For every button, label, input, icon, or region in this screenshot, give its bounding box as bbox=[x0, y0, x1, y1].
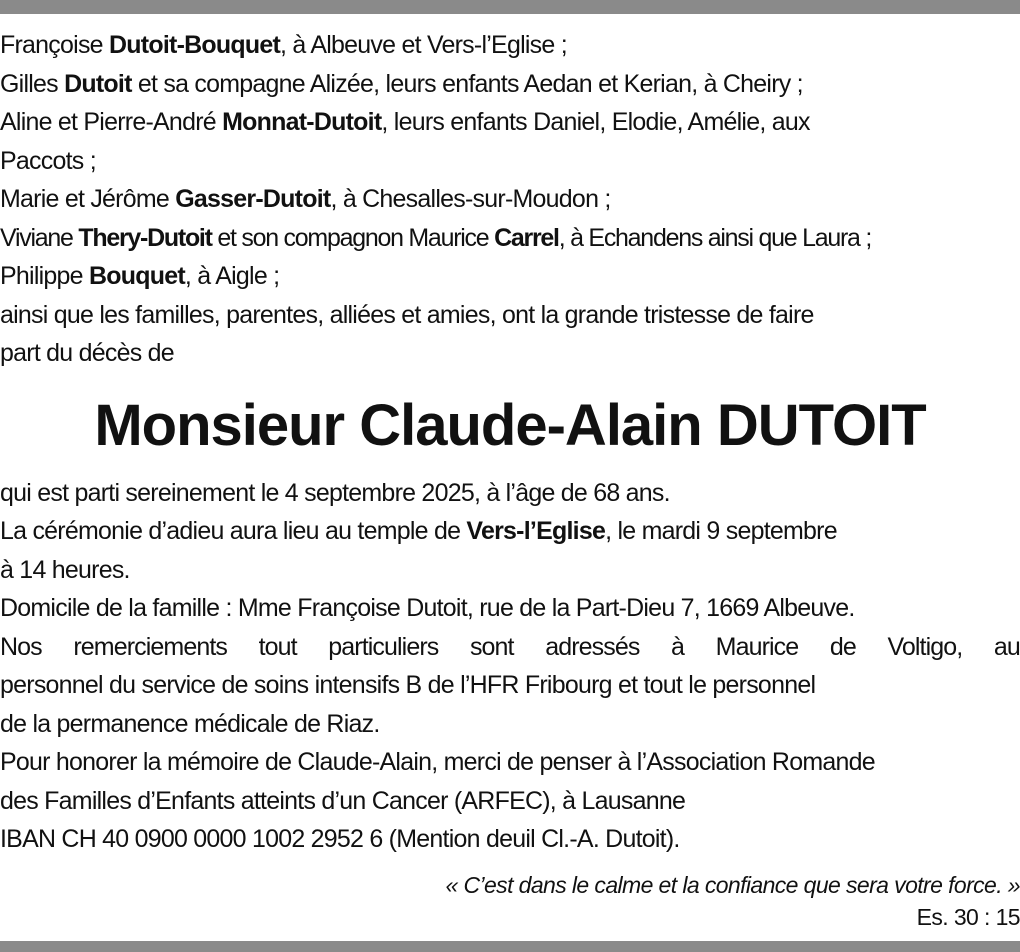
body-line-3: à 14 heures. bbox=[0, 555, 130, 584]
family-line-3: Aline et Pierre-André Monnat-Dutoit, leurs enfants Daniel, Elodie, Amélie, aux bbox=[0, 108, 810, 136]
family-line-5: Marie et Jérôme Gasser-Dutoit, à Chesalles-sur-Moudon ; bbox=[0, 185, 611, 213]
body-line-7: de la permanence médicale de Riaz. bbox=[0, 709, 380, 738]
top-rule bbox=[0, 0, 1020, 14]
body-line-9: des Familles d’Enfants atteints d’un Cancer (ARFEC), à Lausanne bbox=[0, 786, 686, 815]
body-line-5: Nos remerciements tout particuliers sont adressés à Maurice de Voltigo, au bbox=[0, 632, 1020, 661]
body-line-10: IBAN CH 40 0900 0000 1002 2952 6 (Mention deuil Cl.-A. Dutoit). bbox=[0, 825, 680, 853]
bottom-rule bbox=[0, 941, 1020, 952]
family-line-6: Viviane Thery-Dutoit et son compagnon Maurice Carrel, à Echandens ainsi que Laura ; bbox=[0, 223, 872, 252]
body-line-6: personnel du service de soins intensifs B de l’HFR Fribourg et tout le personnel bbox=[0, 671, 816, 699]
deceased-name: Monsieur Claude-Alain DUTOIT bbox=[94, 392, 926, 458]
body-line-8: Pour honorer la mémoire de Claude-Alain, merci de penser à l’Association Romande bbox=[0, 748, 875, 776]
body-line-4: Domicile de la famille : Mme Françoise Dutoit, rue de la Part-Dieu 7, 1669 Albeuve. bbox=[0, 594, 855, 622]
family-line-4: Paccots ; bbox=[0, 146, 96, 175]
obituary-notice bbox=[0, 26, 1020, 933]
verse-reference: Es. 30 : 15 bbox=[916, 903, 1020, 930]
bible-verse: « C’est dans le calme et la confiance que sera votre force. » bbox=[445, 871, 1020, 898]
family-line-9: part du décès de bbox=[0, 339, 174, 367]
body-line-1: qui est parti sereinement le 4 septembre 2025, à l’âge de 68 ans. bbox=[0, 478, 670, 507]
family-line-1: Françoise Dutoit-Bouquet, à Albeuve et Vers-l’Eglise ; bbox=[0, 31, 567, 59]
family-line-7: Philippe Bouquet, à Aigle ; bbox=[0, 262, 280, 290]
body-line-2: La cérémonie d’adieu aura lieu au temple de Vers-l’Eglise, le mardi 9 septembre bbox=[0, 517, 837, 545]
family-line-8: ainsi que les familles, parentes, alliées et amies, ont la grande tristesse de faire bbox=[0, 300, 814, 329]
family-line-2: Gilles Dutoit et sa compagne Alizée, leurs enfants Aedan et Kerian, à Cheiry ; bbox=[0, 69, 803, 98]
